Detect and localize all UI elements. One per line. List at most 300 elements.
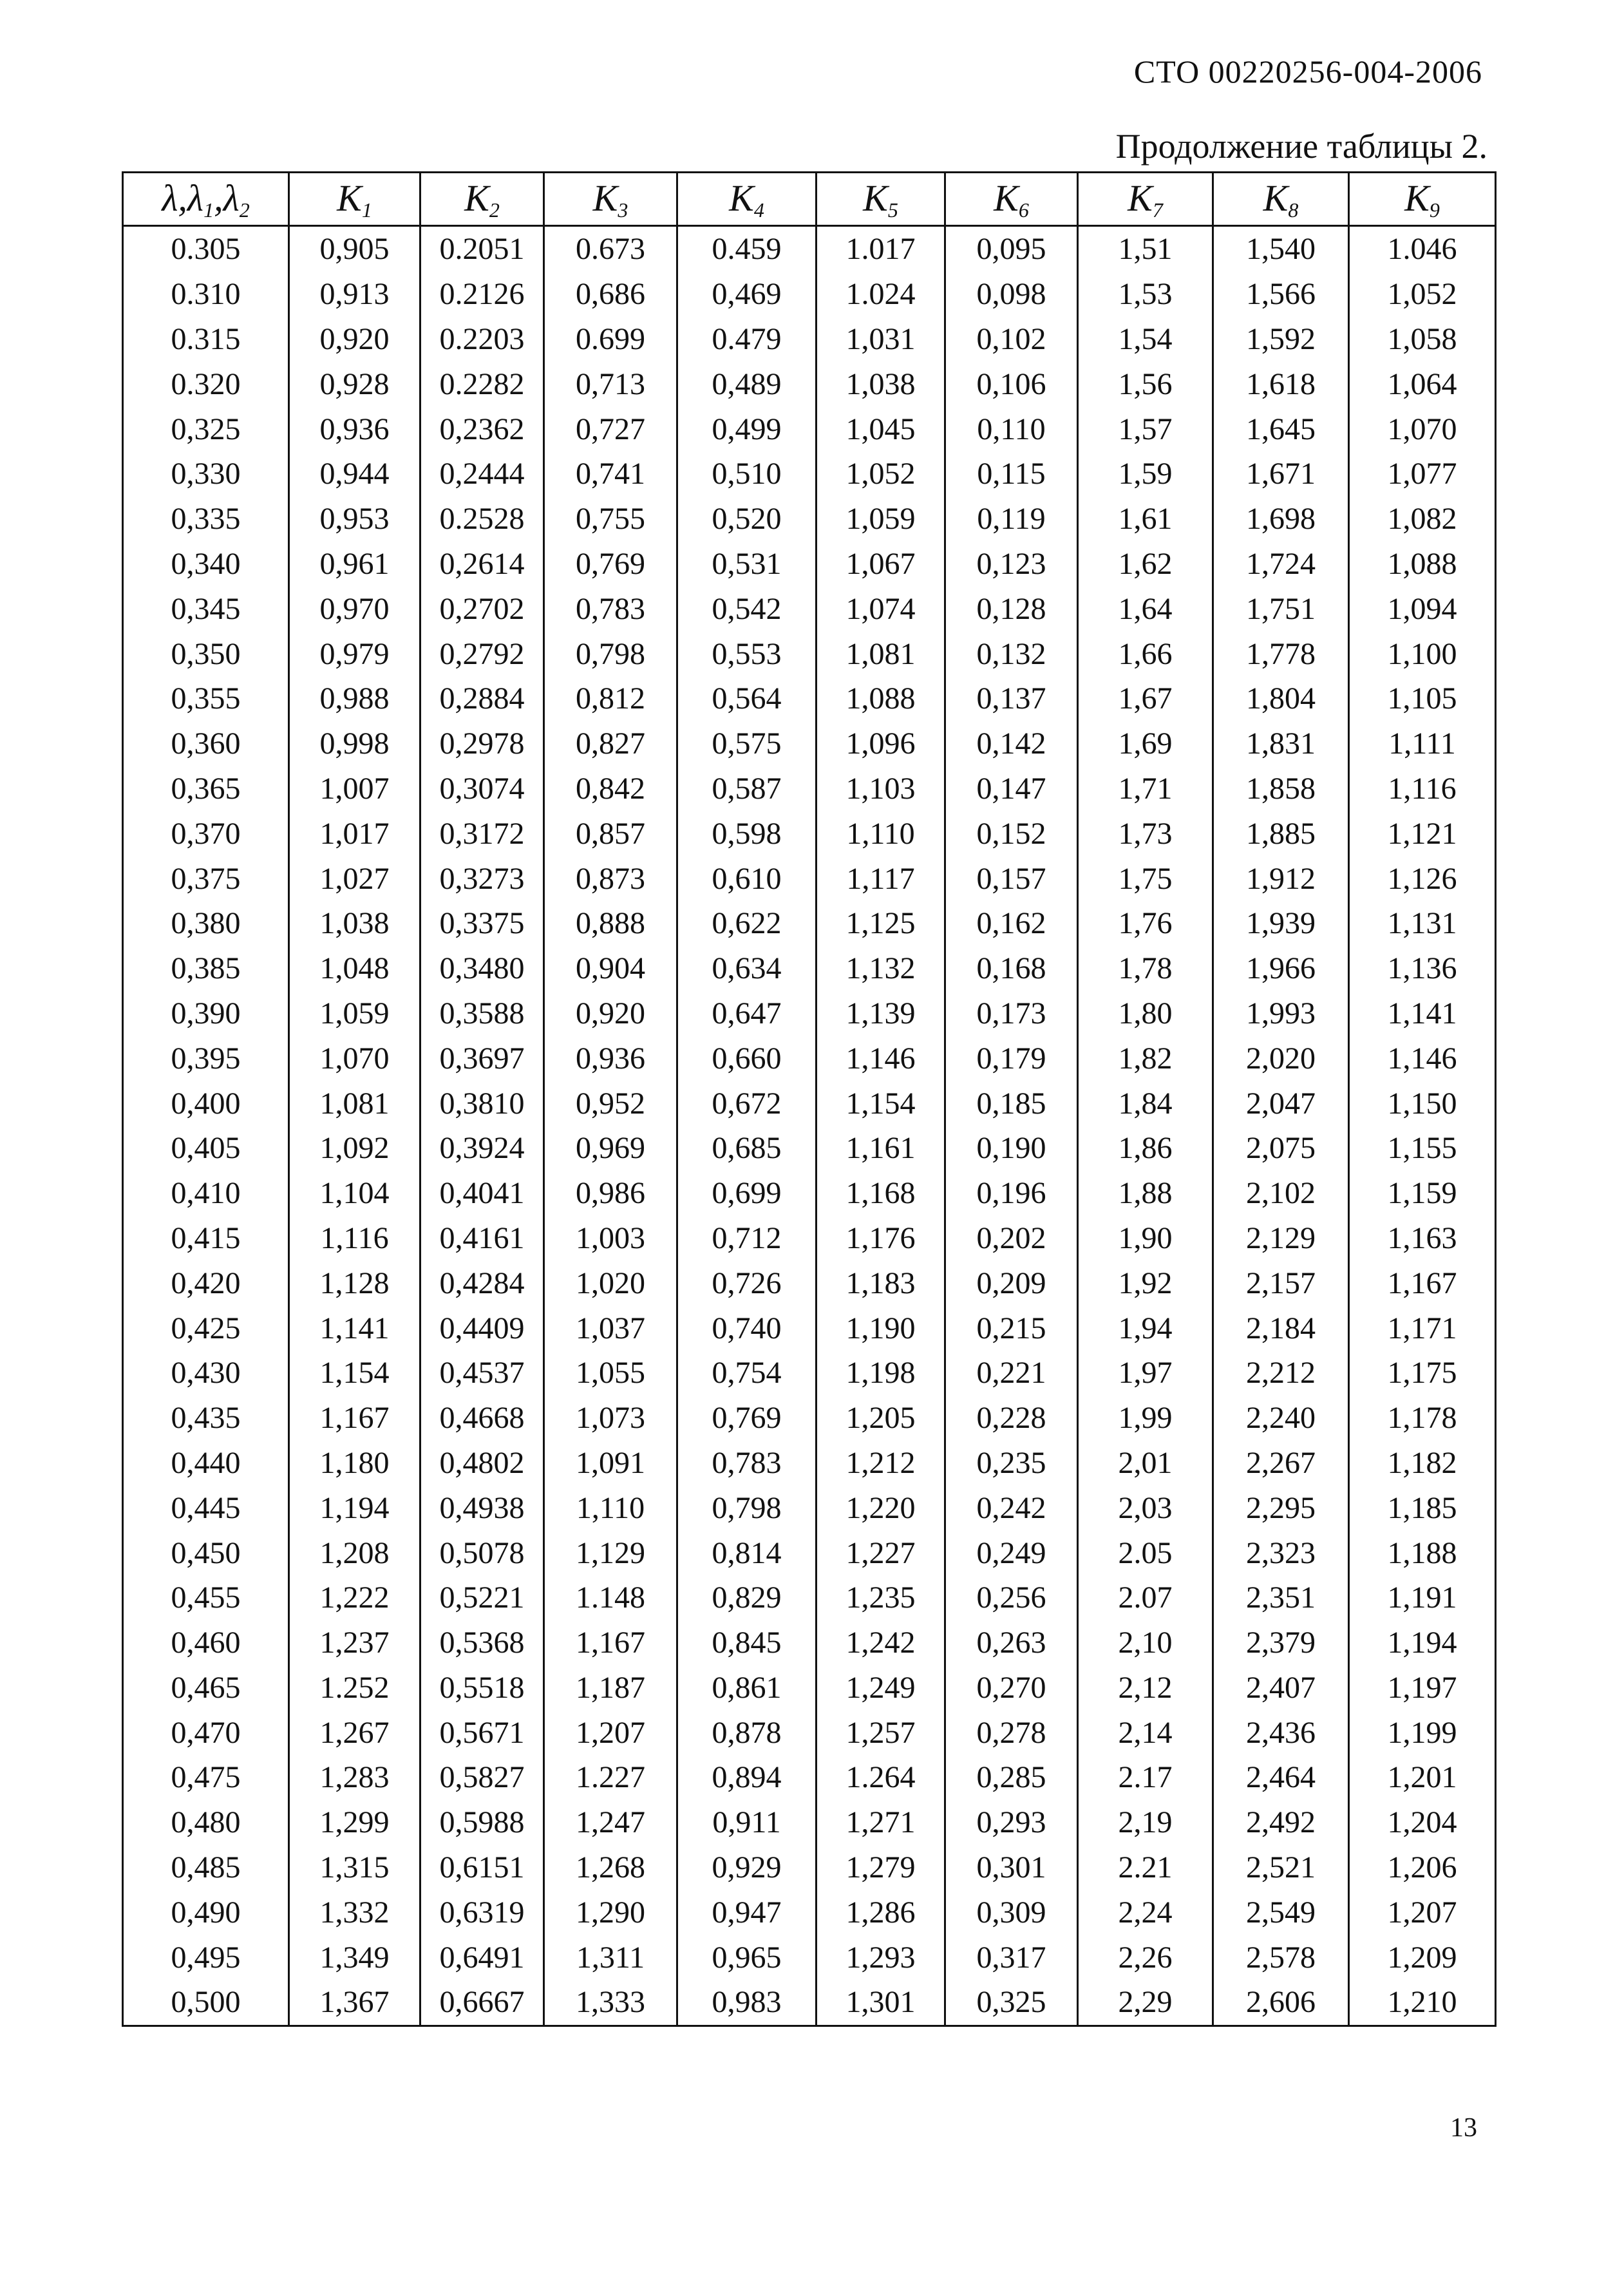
lambda-cell: 0,370 [123,811,289,856]
k1-cell: 1,367 [289,1980,420,2026]
k7-cell: 1,92 [1078,1260,1213,1305]
k5-cell: 1,103 [817,766,945,812]
k7-cell: 1,67 [1078,676,1213,721]
k6-cell: 0,215 [945,1305,1078,1351]
table-row [123,1351,1496,1396]
k4-cell: 0,587 [677,766,817,812]
k3-cell: 1,187 [544,1666,677,1711]
k8-cell: 2,606 [1213,1980,1349,2026]
k9-cell: 1,150 [1349,1081,1496,1126]
k4-cell: 0,965 [677,1935,817,1980]
table-row [123,1710,1496,1755]
k9-cell: 1,111 [1349,721,1496,766]
k9-cell: 1,178 [1349,1396,1496,1441]
k2-cell: 0,5827 [420,1755,544,1800]
k2-cell: 0,2702 [420,586,544,631]
k4-cell: 0,798 [677,1485,817,1530]
header-k-sub: 1 [361,198,372,222]
k3-cell: 1.227 [544,1755,677,1800]
table-row [123,1845,1496,1890]
k5-cell: 1,139 [817,991,945,1036]
k1-cell: 1,315 [289,1845,420,1890]
k6-cell: 0,102 [945,317,1078,362]
k6-cell: 0,270 [945,1666,1078,1711]
k3-cell: 1,333 [544,1980,677,2026]
k5-cell: 1,286 [817,1890,945,1935]
k3-cell: 0,969 [544,1126,677,1171]
k8-cell: 1,751 [1213,586,1349,631]
k2-cell: 0,3480 [420,946,544,991]
k8-cell: 2,157 [1213,1260,1349,1305]
k6-cell: 0,249 [945,1530,1078,1575]
k5-cell: 1,176 [817,1216,945,1261]
k8-cell: 1,966 [1213,946,1349,991]
header-k9 [1349,173,1496,226]
k3-cell: 0,686 [544,272,677,317]
k7-cell: 1,54 [1078,317,1213,362]
k2-cell: 0,4409 [420,1305,544,1351]
table-row [123,1485,1496,1530]
k1-cell: 1,141 [289,1305,420,1351]
k9-cell: 1,131 [1349,901,1496,946]
table-row [123,631,1496,676]
header-lambda-sub-2: 2 [239,198,250,222]
k3-cell: 0,713 [544,361,677,406]
k5-cell: 1,132 [817,946,945,991]
table-row [123,856,1496,901]
k3-cell: 0,936 [544,1036,677,1081]
k6-cell: 0,132 [945,631,1078,676]
k5-cell: 1,235 [817,1575,945,1620]
lambda-cell: 0,395 [123,1036,289,1081]
k6-cell: 0,196 [945,1171,1078,1216]
k2-cell: 0,2792 [420,631,544,676]
k9-cell: 1,185 [1349,1485,1496,1530]
header-lambda-sub-1: 1 [203,198,214,222]
k3-cell: 0,873 [544,856,677,901]
k3-cell: 0,798 [544,631,677,676]
lambda-cell: 0,330 [123,451,289,497]
k1-cell: 1.252 [289,1666,420,1711]
k4-cell: 0,647 [677,991,817,1036]
k7-cell: 1,75 [1078,856,1213,901]
k6-cell: 0,221 [945,1351,1078,1396]
k7-cell: 2.07 [1078,1575,1213,1620]
k3-cell: 1,268 [544,1845,677,1890]
header-k-sub: 6 [1018,198,1029,222]
k2-cell: 0,4802 [420,1441,544,1486]
k6-cell: 0,293 [945,1800,1078,1845]
table-row [123,1620,1496,1666]
k3-cell: 1,020 [544,1260,677,1305]
k8-cell: 2,323 [1213,1530,1349,1575]
k6-cell: 0,115 [945,451,1078,497]
k2-cell: 0,3697 [420,1036,544,1081]
k5-cell: 1.264 [817,1755,945,1800]
k9-cell: 1,171 [1349,1305,1496,1351]
k8-cell: 1,778 [1213,631,1349,676]
k9-cell: 1,191 [1349,1575,1496,1620]
lambda-cell: 0,460 [123,1620,289,1666]
k9-cell: 1,155 [1349,1126,1496,1171]
k7-cell: 2,19 [1078,1800,1213,1845]
k1-cell: 1,167 [289,1396,420,1441]
k5-cell: 1,249 [817,1666,945,1711]
k4-cell: 0,861 [677,1666,817,1711]
lambda-cell: 0,450 [123,1530,289,1575]
k7-cell: 1,53 [1078,272,1213,317]
k1-cell: 1,007 [289,766,420,812]
k1-cell: 0,970 [289,586,420,631]
k9-cell: 1,206 [1349,1845,1496,1890]
k3-cell: 0,755 [544,497,677,542]
k4-cell: 0.459 [677,226,817,272]
header-k-sub: 3 [618,198,628,222]
k7-cell: 2,10 [1078,1620,1213,1666]
k6-cell: 0,209 [945,1260,1078,1305]
k8-cell: 2,379 [1213,1620,1349,1666]
k3-cell: 0,769 [544,542,677,587]
k8-cell: 2,020 [1213,1036,1349,1081]
table-row [123,1305,1496,1351]
k2-cell: 0.2126 [420,272,544,317]
k9-cell: 1,105 [1349,676,1496,721]
k6-cell: 0,309 [945,1890,1078,1935]
k2-cell: 0,3924 [420,1126,544,1171]
k5-cell: 1,168 [817,1171,945,1216]
k6-cell: 0,263 [945,1620,1078,1666]
lambda-cell: 0,445 [123,1485,289,1530]
k7-cell: 1,80 [1078,991,1213,1036]
table-row [123,1216,1496,1261]
k3-cell: 0,986 [544,1171,677,1216]
k6-cell: 0,185 [945,1081,1078,1126]
lambda-cell: 0,455 [123,1575,289,1620]
table-row [123,226,1496,272]
k1-cell: 1,237 [289,1620,420,1666]
k4-cell: 0,814 [677,1530,817,1575]
k4-cell: 0,564 [677,676,817,721]
lambda-cell: 0,410 [123,1171,289,1216]
k2-cell: 0,6151 [420,1845,544,1890]
table-row [123,1980,1496,2026]
lambda-cell: 0,380 [123,901,289,946]
k7-cell: 1,86 [1078,1126,1213,1171]
k8-cell: 1,671 [1213,451,1349,497]
k6-cell: 0,095 [945,226,1078,272]
k7-cell: 2.21 [1078,1845,1213,1890]
k5-cell: 1,271 [817,1800,945,1845]
lambda-cell: 0,405 [123,1126,289,1171]
k7-cell: 2,12 [1078,1666,1213,1711]
k1-cell: 1,208 [289,1530,420,1575]
header-k-base: K [1263,176,1289,219]
k1-cell: 1,194 [289,1485,420,1530]
k7-cell: 1,97 [1078,1351,1213,1396]
table-row [123,586,1496,631]
header-lambda-symbols: $\lambda,\lambda_1,\lambda_2$ [162,176,250,222]
k4-cell: 0,878 [677,1710,817,1755]
table-row [123,1755,1496,1800]
k7-cell: 1,51 [1078,226,1213,272]
k8-cell: 1,804 [1213,676,1349,721]
k8-cell: 2,212 [1213,1351,1349,1396]
k3-cell: 1,247 [544,1800,677,1845]
table-row [123,1396,1496,1441]
k3-cell: 0,857 [544,811,677,856]
k7-cell: 1,62 [1078,542,1213,587]
k8-cell: 2,436 [1213,1710,1349,1755]
table-row [123,901,1496,946]
k9-cell: 1,188 [1349,1530,1496,1575]
k2-cell: 0.2528 [420,497,544,542]
k9-cell: 1,201 [1349,1755,1496,1800]
table-row [123,991,1496,1036]
table-row [123,721,1496,766]
k5-cell: 1,154 [817,1081,945,1126]
k8-cell: 2,184 [1213,1305,1349,1351]
header-k-base: K [863,176,888,219]
k3-cell: 1,290 [544,1890,677,1935]
k4-cell: 0,672 [677,1081,817,1126]
table-row [123,361,1496,406]
table-row [123,676,1496,721]
k1-cell: 1,349 [289,1935,420,1980]
header-k-sub: 2 [489,198,500,222]
header-k-base: K [994,176,1019,219]
k8-cell: 2,129 [1213,1216,1349,1261]
k2-cell: 0,5368 [420,1620,544,1666]
lambda-cell: 0,350 [123,631,289,676]
k1-cell: 1,116 [289,1216,420,1261]
k3-cell: 0,741 [544,451,677,497]
k6-cell: 0,285 [945,1755,1078,1800]
k5-cell: 1,293 [817,1935,945,1980]
k9-cell: 1,209 [1349,1935,1496,1980]
k7-cell: 1,61 [1078,497,1213,542]
k3-cell: 0,904 [544,946,677,991]
table-row [123,1530,1496,1575]
k7-cell: 1,76 [1078,901,1213,946]
k9-cell: 1,163 [1349,1216,1496,1261]
k9-cell: 1,146 [1349,1036,1496,1081]
k1-cell: 0,998 [289,721,420,766]
coefficients-table [122,171,1497,2027]
k2-cell: 0,5988 [420,1800,544,1845]
k1-cell: 1,267 [289,1710,420,1755]
k2-cell: 0.2051 [420,226,544,272]
table-row [123,406,1496,451]
lambda-cell: 0,470 [123,1710,289,1755]
header-k3 [544,173,677,226]
k3-cell: 1,055 [544,1351,677,1396]
k6-cell: 0,179 [945,1036,1078,1081]
k9-cell: 1,088 [1349,542,1496,587]
table-body [123,226,1496,2026]
k3-cell: 1,003 [544,1216,677,1261]
k5-cell: 1,074 [817,586,945,631]
k7-cell: 1,90 [1078,1216,1213,1261]
k5-cell: 1,081 [817,631,945,676]
lambda-cell: 0,440 [123,1441,289,1486]
k5-cell: 1,301 [817,1980,945,2026]
k8-cell: 2,407 [1213,1666,1349,1711]
k8-cell: 1,885 [1213,811,1349,856]
page-number: 13 [1450,2113,1477,2143]
k1-cell: 0,961 [289,542,420,587]
table-row [123,272,1496,317]
k8-cell: 1,993 [1213,991,1349,1036]
k6-cell: 0,137 [945,676,1078,721]
header-k-base: K [729,176,754,219]
k8-cell: 2,075 [1213,1126,1349,1171]
header-k7 [1078,173,1213,226]
header-k-base: K [1128,176,1153,219]
lambda-cell: 0,385 [123,946,289,991]
k9-cell: 1,210 [1349,1980,1496,2026]
table-row [123,451,1496,497]
k9-cell: 1,116 [1349,766,1496,812]
table-header-row [123,173,1496,226]
lambda-cell: 0,430 [123,1351,289,1396]
header-k-base: K [337,176,362,219]
k6-cell: 0,157 [945,856,1078,901]
k6-cell: 0,123 [945,542,1078,587]
k6-cell: 0,202 [945,1216,1078,1261]
table-row [123,1171,1496,1216]
table-row [123,1575,1496,1620]
k4-cell: 0,520 [677,497,817,542]
k2-cell: 0,4284 [420,1260,544,1305]
k2-cell: 0,5078 [420,1530,544,1575]
header-k8 [1213,173,1349,226]
k5-cell: 1.017 [817,226,945,272]
lambda-cell: 0,425 [123,1305,289,1351]
table-row [123,497,1496,542]
k3-cell: 1,091 [544,1441,677,1486]
k3-cell: 0,812 [544,676,677,721]
lambda-cell: 0,475 [123,1755,289,1800]
k5-cell: 1,190 [817,1305,945,1351]
k9-cell: 1,094 [1349,586,1496,631]
lambda-cell: 0,495 [123,1935,289,1980]
k5-cell: 1,125 [817,901,945,946]
k6-cell: 0,242 [945,1485,1078,1530]
k4-cell: 0.479 [677,317,817,362]
lambda-cell: 0,360 [123,721,289,766]
k6-cell: 0,147 [945,766,1078,812]
k1-cell: 1,154 [289,1351,420,1396]
k1-cell: 1,048 [289,946,420,991]
k2-cell: 0,2362 [420,406,544,451]
k1-cell: 1,059 [289,991,420,1036]
header-k-base: K [592,176,618,219]
k2-cell: 0,3375 [420,901,544,946]
k1-cell: 0,913 [289,272,420,317]
k4-cell: 0,575 [677,721,817,766]
k6-cell: 0,278 [945,1710,1078,1755]
document-code: СТО 00220256-004-2006 [1133,53,1482,90]
lambda-cell: 0,480 [123,1800,289,1845]
k7-cell: 2,26 [1078,1935,1213,1980]
k5-cell: 1,242 [817,1620,945,1666]
k1-cell: 0,905 [289,226,420,272]
k4-cell: 0,911 [677,1800,817,1845]
k9-cell: 1,136 [1349,946,1496,991]
k4-cell: 0,469 [677,272,817,317]
header-k-sub: 8 [1288,198,1299,222]
k4-cell: 0,542 [677,586,817,631]
k4-cell: 0,829 [677,1575,817,1620]
k7-cell: 1,59 [1078,451,1213,497]
k1-cell: 0,944 [289,451,420,497]
k2-cell: 0,3588 [420,991,544,1036]
k8-cell: 2,102 [1213,1171,1349,1216]
lambda-cell: 0,375 [123,856,289,901]
k5-cell: 1,088 [817,676,945,721]
lambda-cell: 0,500 [123,1980,289,2026]
k5-cell: 1,067 [817,542,945,587]
k8-cell: 2,464 [1213,1755,1349,1800]
k4-cell: 0,783 [677,1441,817,1486]
k5-cell: 1,198 [817,1351,945,1396]
k9-cell: 1,194 [1349,1620,1496,1666]
k1-cell: 1,332 [289,1890,420,1935]
k1-cell: 1,081 [289,1081,420,1126]
lambda-cell: 0,415 [123,1216,289,1261]
k9-cell: 1,182 [1349,1441,1496,1486]
k2-cell: 0,3273 [420,856,544,901]
k3-cell: 0,783 [544,586,677,631]
k4-cell: 0,712 [677,1216,817,1261]
k5-cell: 1,059 [817,497,945,542]
k7-cell: 1,88 [1078,1171,1213,1216]
k2-cell: 0,4161 [420,1216,544,1261]
table-row [123,1081,1496,1126]
k2-cell: 0,6491 [420,1935,544,1980]
lambda-cell: 0,340 [123,542,289,587]
k9-cell: 1,175 [1349,1351,1496,1396]
k8-cell: 1,618 [1213,361,1349,406]
k1-cell: 1,222 [289,1575,420,1620]
k3-cell: 1,037 [544,1305,677,1351]
k7-cell: 1,66 [1078,631,1213,676]
k6-cell: 0,228 [945,1396,1078,1441]
k2-cell: 0,3172 [420,811,544,856]
k5-cell: 1,161 [817,1126,945,1171]
k6-cell: 0,256 [945,1575,1078,1620]
k6-cell: 0,142 [945,721,1078,766]
k3-cell: 1,311 [544,1935,677,1980]
k7-cell: 2,29 [1078,1980,1213,2026]
k3-cell: 0,827 [544,721,677,766]
k3-cell: 0,888 [544,901,677,946]
k4-cell: 0,622 [677,901,817,946]
k1-cell: 0,936 [289,406,420,451]
k8-cell: 1,698 [1213,497,1349,542]
k9-cell: 1.046 [1349,226,1496,272]
k2-cell: 0,4041 [420,1171,544,1216]
k2-cell: 0,4938 [420,1485,544,1530]
k3-cell: 0,952 [544,1081,677,1126]
k2-cell: 0.2282 [420,361,544,406]
k7-cell: 1,78 [1078,946,1213,991]
k2-cell: 0,4537 [420,1351,544,1396]
k1-cell: 1,070 [289,1036,420,1081]
k1-cell: 0,953 [289,497,420,542]
k7-cell: 1,99 [1078,1396,1213,1441]
k1-cell: 1,027 [289,856,420,901]
